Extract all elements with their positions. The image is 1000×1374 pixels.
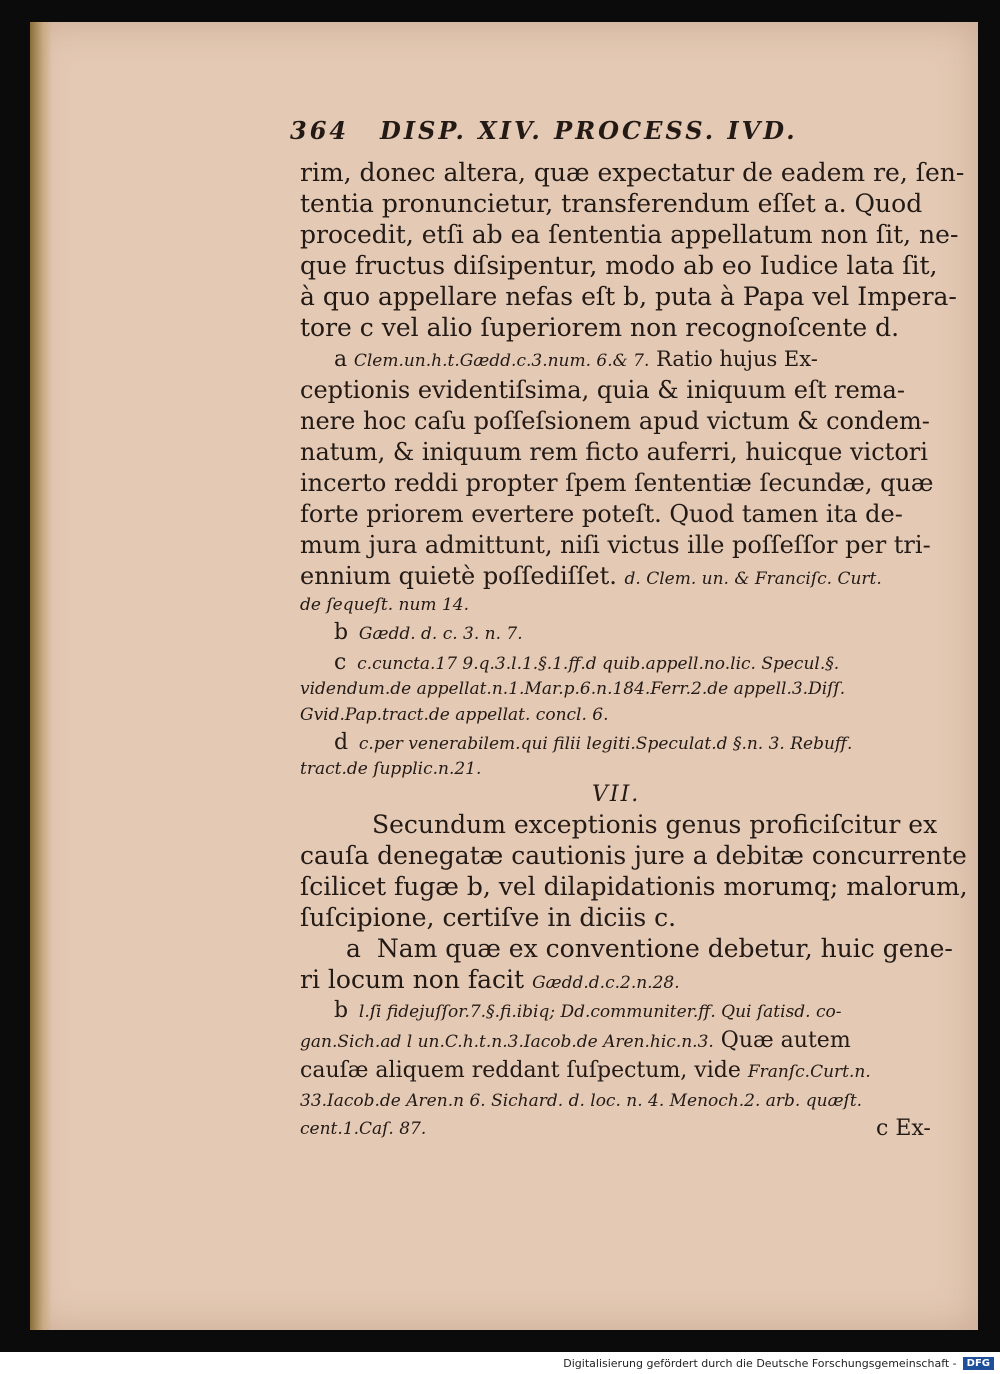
body-line: tore c vel alio ſuperiorem non recognoſcente d. xyxy=(300,313,900,342)
note-a-line: ceptionis evidentiſsima, quia & iniquum eſt rema- xyxy=(300,376,905,404)
note-a-text: Ratio hujus Ex- xyxy=(656,347,818,371)
catchword: c Ex- xyxy=(876,1116,931,1141)
running-header xyxy=(290,116,810,150)
note-a-line: nere hoc caſu poſſeſsionem apud victum & condem- xyxy=(300,407,930,435)
note2-b-text: Quæ autem xyxy=(720,1028,851,1053)
note-b-mark: b xyxy=(334,620,349,645)
note-d-mark: d xyxy=(334,730,349,755)
note2-a-text: Nam quæ ex conventione debetur, huic gene- xyxy=(376,934,953,963)
note2-b-first-line xyxy=(334,998,842,1025)
page-binding-edge xyxy=(30,22,52,1330)
running-title: DISP. XIV. PROCESS. IVD. xyxy=(380,116,798,145)
note-a-line: incerto reddi propter ſpem ſententiæ ſecundæ, quæ xyxy=(300,469,934,497)
note-a-line: forte priorem evertere poteſt. Quod tamen ita de- xyxy=(300,500,903,528)
note-d-line: tract.de ſupplic.n.21. xyxy=(300,759,482,779)
note2-a-cite: Gædd.d.c.2.n.28. xyxy=(532,973,680,993)
note-a-first-line xyxy=(334,344,818,376)
note-a-tail-cite: d. Clem. un. & Franciſc. Curt. xyxy=(624,569,882,589)
section-line: ſuſcipione, certiſve in diciis c. xyxy=(300,903,677,932)
note-a-tail-cite2: de ſequeſt. num 14. xyxy=(300,595,469,615)
body-line: rim, donec altera, quæ expectatur de eadem re, ſen- xyxy=(300,158,965,187)
body-line: que fructus diſsipentur, modo ab eo Iudice lata ſit, xyxy=(300,251,938,280)
note2-a-text: ri locum non facit xyxy=(300,965,525,994)
note-a-cite: Clem.un.h.t.Gædd.c.3.num. 6.& 7. xyxy=(353,351,650,371)
dfg-logo: DFG xyxy=(963,1357,994,1370)
section-line: cauſa denegatæ cautionis jure a debitæ concurrente xyxy=(300,841,967,870)
note-a-line: natum, & iniquum rem ficto auferri, huicque victori xyxy=(300,438,928,466)
note2-a-mark: a xyxy=(346,934,361,963)
body-line: tentia pronuncietur, transferendum eſſet a. Quod xyxy=(300,189,923,218)
note2-b-cite: gan.Sich.ad l un.C.h.t.n.3.Iacob.de Aren.hic.n.3. xyxy=(300,1032,714,1052)
section-line: Secundum exceptionis genus proficiſcitur ex xyxy=(372,810,938,839)
note-c-first-line xyxy=(334,650,839,677)
note-c-line: videndum.de appellat.n.1.Mar.p.6.n.184.Ferr.2.de appell.3.Diſſ. xyxy=(300,679,846,699)
note2-b-line xyxy=(300,1056,871,1087)
note-d-text: c.per venerabilem.qui filii legiti.Speculat.d §.n. 3. Rebuff. xyxy=(358,734,853,754)
note-a-text: ennium quietè poſſediſſet. xyxy=(300,562,617,590)
note-a-line: mum jura admittunt, niſi victus ille poſſeſſor per tri- xyxy=(300,531,931,559)
note2-b-line xyxy=(300,1026,851,1057)
section-heading: VII. xyxy=(592,782,641,807)
note2-b-line: cent.1.Caſ. 87. xyxy=(300,1119,427,1139)
note2-a-first-line xyxy=(346,934,953,964)
note-c-mark: c xyxy=(334,650,347,675)
note-b xyxy=(334,620,523,647)
note2-b-line: 33.Iacob.de Aren.n 6. Sichard. d. loc. n. 4. Menoch.2. arb. quæſt. xyxy=(300,1091,863,1111)
note-b-cite: Gædd. d. c. 3. n. 7. xyxy=(358,624,523,644)
note2-a-last-line xyxy=(300,965,680,998)
note-c-text: c.cuncta.17 9.q.3.l.1.§.1.ff.d quib.appell.no.lic. Specul.§. xyxy=(357,654,840,674)
footer-text: Digitalisierung gefördert durch die Deutsche Forschungsgemeinschaft - xyxy=(563,1356,957,1370)
note-d-first-line xyxy=(334,730,852,757)
digitization-footer xyxy=(0,1352,1000,1374)
body-line: à quo appellare nefas eſt b, puta à Papa vel Impera- xyxy=(300,282,957,311)
note-a-last-line xyxy=(300,561,882,594)
body-line: procedit, etſi ab ea ſententia appellatum non ſit, ne- xyxy=(300,220,959,249)
section-line: ſcilicet fugæ b, vel dilapidationis morumq; malorum, xyxy=(300,872,968,901)
note2-b-cite: l.ſi fidejuſſor.7.§.fi.ibiq; Dd.communiter.ff. Qui ſatisd. co- xyxy=(358,1002,842,1022)
page-number: 364 xyxy=(290,116,350,145)
note2-b-cite: Franſc.Curt.n. xyxy=(747,1062,871,1082)
note-c-line: Gvid.Pap.tract.de appellat. concl. 6. xyxy=(300,705,609,725)
note2-b-mark: b xyxy=(334,998,349,1023)
note-a-mark: a xyxy=(334,347,348,372)
note2-b-text: cauſæ aliquem reddant ſuſpectum, vide xyxy=(300,1058,741,1083)
